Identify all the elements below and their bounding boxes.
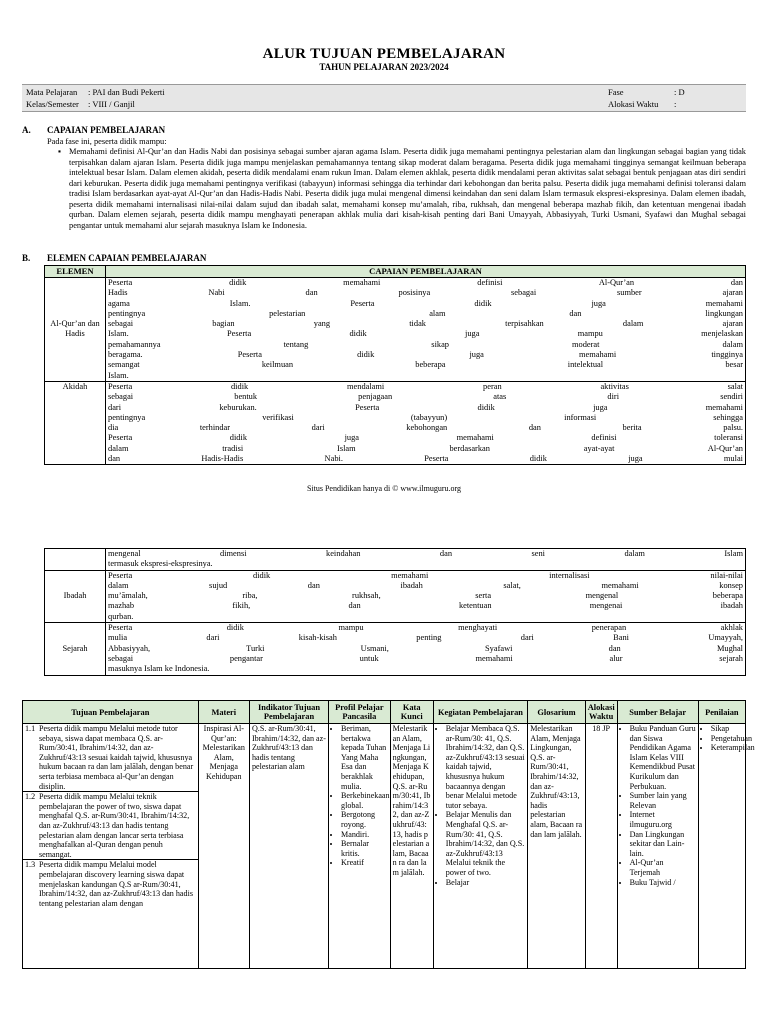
elemen-table: [44, 265, 746, 465]
header-glosarium: Glosarium: [528, 701, 586, 724]
list-item: • Dan Lingkungan sekitar dan Lain-lain.: [630, 830, 696, 859]
mapel-value: : PAI dan Budi Pekerti: [88, 87, 165, 97]
section-a-paragraph: Memahami definisi Al-Qur’an dan Hadis Nabi dan posisinya sebagai sumber ajaran agama Islam. Peserta didik juga memahami pentingnya pelestarian alam dan lingkungan sebagai bagian yang tidak terpisahkan dalam ajaran Islam. Peserta didik juga mampu menjelaskan pemahamannya tentang sikap moderat dalam beragama. Peserta didik juga memahami tingginya semangat keilmuan beberapa intelektual besar Islam. Dalam elemen akidah, peserta didik mendalami enam rukun Iman. Dalam elemen akhlak, peserta didik mendalami peran aktivitas salat sebagai bentuk penjagaan atas diri sendiri dari keburukan. Peserta didik juga memahami pentingnya verifikasi (tabayyun) informasi sehingga dia terhindar dari kebohongan dan berita palsu. Peserta didik juga memahami definisi toleransi dalam tradisi Islam berdasarkan ayat-ayat Al-Qur’an dan Hadis-Hadis Nabi. Peserta didik juga mulai mengenal dimensi keindahan dan seni dalam Islam termasuk ekspresi-ekspresinya. Dalam elemen ibadah, peserta didik memahami internalisasi nilai-nilai dalam sujud dan ibadah salat, memahami konsep mu’amalah, riba, rukhsah, dan mengenal beberapa mazhab fikih, dan ketentuan mengenai ibadah qurban. Dalam elemen sejarah, peserta didik mampu menghayati penerapan akhlak mulia dari kisah-kisah penting dari Bani Umayyah, Abbasiyyah, Turki Usmani, Syafawi dan Mughal sebagai pengantar untuk memahami alur sejarah masuknya Islam ke Indonesia.: [69, 147, 746, 230]
table-row: [45, 570, 746, 622]
kata-kunci-cell: Melestarikan Alam, Menjaga Lingkungan, Menjaga Kehidupan, Q.S. ar-Rum/30:41, Ibrahim/14:32, dan az-Zukhruf/43:13, hadis pelestarian alam, Bacaan ra dan lam jalālah.: [390, 724, 433, 969]
list-item: • Pengetahuan: [711, 734, 743, 744]
fase-label: Fase: [608, 87, 624, 97]
mapel-label: Mata Pelajaran: [26, 87, 78, 97]
cp-line: masuknya Islam ke Indonesia.: [108, 664, 210, 674]
atp-table: [22, 700, 755, 969]
cp-cell: [106, 278, 746, 382]
cp-line: mazhab fikih, dan ketentuan mengenai ibadah: [108, 601, 743, 611]
header-sumber: Sumber Belajar: [617, 701, 698, 724]
list-item: • Buku Tajwid /: [630, 878, 696, 888]
list-item: • Buku Panduan Guru dan Siswa Pendidikan Agama Islam Kelas VIII Kemendikbud Pusat Kurikulum dan Perbukuan.: [630, 724, 696, 791]
tp-item: [23, 792, 198, 860]
list-item: • Internet ilmuguru.org: [630, 810, 696, 829]
header-profil: Profil Pelajar Pancasila: [329, 701, 391, 724]
cp-line: pentingnya pelestarian alam dan lingkungan: [108, 308, 743, 318]
cp-line: Peserta didik juga memahami definisi toleransi: [108, 433, 743, 443]
cp-line: dalam tradisi Islam berdasarkan ayat-ayat Al-Qur’an: [108, 443, 743, 453]
alokasi-value: :: [674, 99, 677, 109]
header-tujuan: Tujuan Pembelajaran: [23, 701, 199, 724]
tp-item: [23, 860, 198, 908]
alokasi-cell: 18 JP: [585, 724, 617, 969]
cp-line: termasuk ekspresi-ekspresinya.: [108, 559, 213, 569]
cp-line: qurban.: [108, 611, 134, 621]
bullet-icon: ▪: [58, 147, 61, 156]
section-a-intro: Pada fase ini, peserta didik mampu:: [47, 137, 167, 146]
cp-line: Peserta didik memahami internalisasi nilai-nilai: [108, 570, 743, 580]
profil-cell: [329, 724, 391, 969]
tp-cell: [23, 724, 199, 969]
header-materi: Materi: [198, 701, 249, 724]
section-a-number: A.: [22, 125, 31, 135]
cp-line: pentingnya verifikasi (tabayyun) informasi sehingga: [108, 412, 743, 422]
cp-line: beragama. Peserta didik juga memahami tingginya: [108, 350, 743, 360]
alokasi-label: Alokasi Waktu: [608, 99, 659, 109]
cp-line: semangat keilmuan beberapa intelektual besar: [108, 360, 743, 370]
info-bar: [22, 84, 746, 112]
kegiatan-cell: [433, 724, 527, 969]
list-item: • Belajar Membaca Q.S. ar-Rum/30: 41, Q.S. Ibrahim/14:32, dan Q.S. az-Zukhruf/43:13 sesuai kaidah tajwid, khususnya hukum bacaannya dengan benar Melalui metode tutor sebaya.: [446, 724, 525, 810]
cp-line: Islam. Peserta didik juga mampu menjelaskan: [108, 329, 743, 339]
cp-header: CAPAIAN PEMBELAJARAN: [106, 266, 746, 278]
indikator-cell: Q.S. ar-Rum/30:41, Ibrahim/14:32, dan az-Zukhruf/43:13 dan hadis tentang pelestarian alam: [249, 724, 328, 969]
elemen-name: Ibadah: [45, 570, 106, 622]
tp-text: Peserta didik mampu Melalui teknik pembelajaran the power of two, siswa dapat menghafal Q.S. ar-Rum/30:41, Ibrahim/14:32, dan az-Zukhruf/43:13 dan hadis tentang pelestarian alam dengan lancar serta terbiasa menghafalkan al-Quran dengan penuh semangat.: [39, 792, 190, 859]
list-item: • Sikap: [711, 724, 743, 734]
cp-line: Islam.: [108, 370, 129, 380]
list-item: • Belajar Menulis dan Menghafal Q.S. ar-Rum/30: 41, Q.S. Ibrahim/14:32, dan Q.S. az-Zukhruf/43:13 Melalui teknik the power of two.: [446, 810, 525, 877]
cp-line: dan Hadis-Hadis Nabi. Peserta didik juga mulai: [108, 454, 743, 464]
table-row: [45, 623, 746, 675]
cp-cell: [106, 570, 746, 622]
tp-item: [23, 724, 198, 792]
elemen-name-empty: [45, 549, 106, 571]
cp-cell: [106, 381, 746, 464]
document-subtitle: TAHUN PELAJARAN 2023/2024: [319, 62, 449, 72]
cp-line: mulia dari kisah-kisah penting dari Bani Umayyah,: [108, 633, 743, 643]
cp-cell: [106, 623, 746, 675]
cp-line: sebagai bentuk penjagaan atas diri sendiri: [108, 392, 743, 402]
cp-line: Peserta didik mampu menghayati penerapan akhlak: [108, 623, 743, 633]
list-item: • Keterampilan: [711, 743, 743, 753]
cp-line: Hadis Nabi dan posisinya sebagai sumber ajaran: [108, 288, 743, 298]
cp-line: Peserta didik mendalami peran aktivitas salat: [108, 381, 743, 391]
tp-number: 1.2: [25, 792, 36, 802]
header-penilaian: Penilaian: [698, 701, 745, 724]
table-row: [45, 549, 746, 571]
cp-line: agama Islam. Peserta didik juga memahami: [108, 298, 743, 308]
section-b-number: B.: [22, 253, 31, 263]
list-item: • Belajar: [446, 878, 525, 888]
table-row: [45, 381, 746, 464]
kelas-label: Kelas/Semester: [26, 99, 79, 109]
cp-line: Abbasiyyah, Turki Usmani, Syafawi dan Mughal: [108, 643, 743, 653]
tp-number: 1.1: [25, 724, 36, 733]
header-kata-kunci: Kata Kunci: [390, 701, 433, 724]
list-item: • Bernalar kritis.: [341, 839, 388, 858]
tp-text: Peserta didik mampu Melalui model pembelajaran discovery learning siswa dapat menjelaskan kandungan Q.S ar-Rum/30:41, Ibrahim/14:32, dan az-Zukhruf/43:13 dan hadis tentang pelestarian alam dengan: [39, 860, 193, 908]
cp-line: dalam sujud dan ibadah salat, memahami konsep: [108, 580, 743, 590]
elemen-name: Al-Qur’an dan Hadis: [45, 278, 106, 382]
table-row: [45, 278, 746, 382]
elemen-name: Akidah: [45, 381, 106, 464]
cp-line: pemahamannya tentang sikap moderat dalam: [108, 339, 743, 349]
tp-number: 1.3: [25, 860, 36, 870]
table-row: [23, 724, 746, 969]
cp-line: mu’āmalah, riba, rukhsah, serta mengenal beberapa: [108, 591, 743, 601]
list-item: • Al-Qur’an Terjemah: [630, 858, 696, 877]
atp-header-row: [23, 701, 746, 724]
cp-line: sebagai bagian yang tidak terpisahkan dalam ajaran: [108, 319, 743, 329]
kelas-value: : VIII / Ganjil: [88, 99, 135, 109]
elemen-header: ELEMEN: [45, 266, 106, 278]
list-item: • Bergotong royong.: [341, 810, 388, 829]
page-footer: Situs Pendidikan hanya di © www.ilmuguru.org: [306, 484, 462, 493]
tp-text: Peserta didik mampu Melalui metode tutor sebaya, siswa dapat membaca Q.S. ar-Rum/30:41, Ibrahim/14:32, dan az-Zukhruf/43:13 sesuai kaidah tajwid, khususnya hukum bacaan ra dan lam jalālah, dengan benar serta terbiasa membaca al-Qur’an dengan disiplin.: [39, 724, 194, 791]
section-a-heading: CAPAIAN PEMBELAJARAN: [47, 125, 166, 135]
glosarium-cell: Melestarikan Alam, Menjaga Lingkungan, Q.S. ar-Rum/30:41, Ibrahim/14:32, dan az-Zukhruf/43:13, hadis pelestarian alam, Bacaan ra dan lam jalālah.: [528, 724, 586, 969]
list-item: • Kreatif: [341, 858, 388, 868]
list-item: • Mandiri.: [341, 830, 388, 840]
header-indikator: Indikator Tujuan Pembelajaran: [249, 701, 328, 724]
penilaian-cell: [698, 724, 755, 969]
list-item: • Beriman, bertakwa kepada Tuhan Yang Maha Esa dan berakhlak mulia.: [341, 724, 388, 791]
cp-line: dia terhindar dari kebohongan dan berita palsu.: [108, 423, 743, 433]
cp-line: dari keburukan. Peserta didik juga memahami: [108, 402, 743, 412]
section-b-heading: ELEMEN CAPAIAN PEMBELAJARAN: [47, 253, 207, 263]
materi-cell: Inspirasi Al-Qur’an: Melestarikan Alam, Menjaga Kehidupan: [198, 724, 249, 969]
header-alokasi: Alokasi Waktu: [585, 701, 617, 724]
sumber-cell: [617, 724, 698, 969]
elemen-header-row: [45, 266, 746, 278]
list-item: • Sumber lain yang Relevan: [630, 791, 696, 810]
elemen-table-continued: [44, 548, 746, 676]
document-title: ALUR TUJUAN PEMBELAJARAN: [262, 46, 506, 62]
fase-value: : D: [674, 87, 685, 97]
header-kegiatan: Kegiatan Pembelajaran: [433, 701, 527, 724]
cp-line: Peserta didik memahami definisi Al-Qur’an dan: [108, 278, 743, 287]
cp-line: mengenal dimensi keindahan dan seni dalam Islam: [108, 549, 743, 558]
cp-line: sebagai pengantar untuk memahami alur sejarah: [108, 653, 743, 663]
elemen-name: Sejarah: [45, 623, 106, 675]
list-item: • Berkebinekaan global.: [341, 791, 388, 810]
cp-cell: [106, 549, 746, 571]
